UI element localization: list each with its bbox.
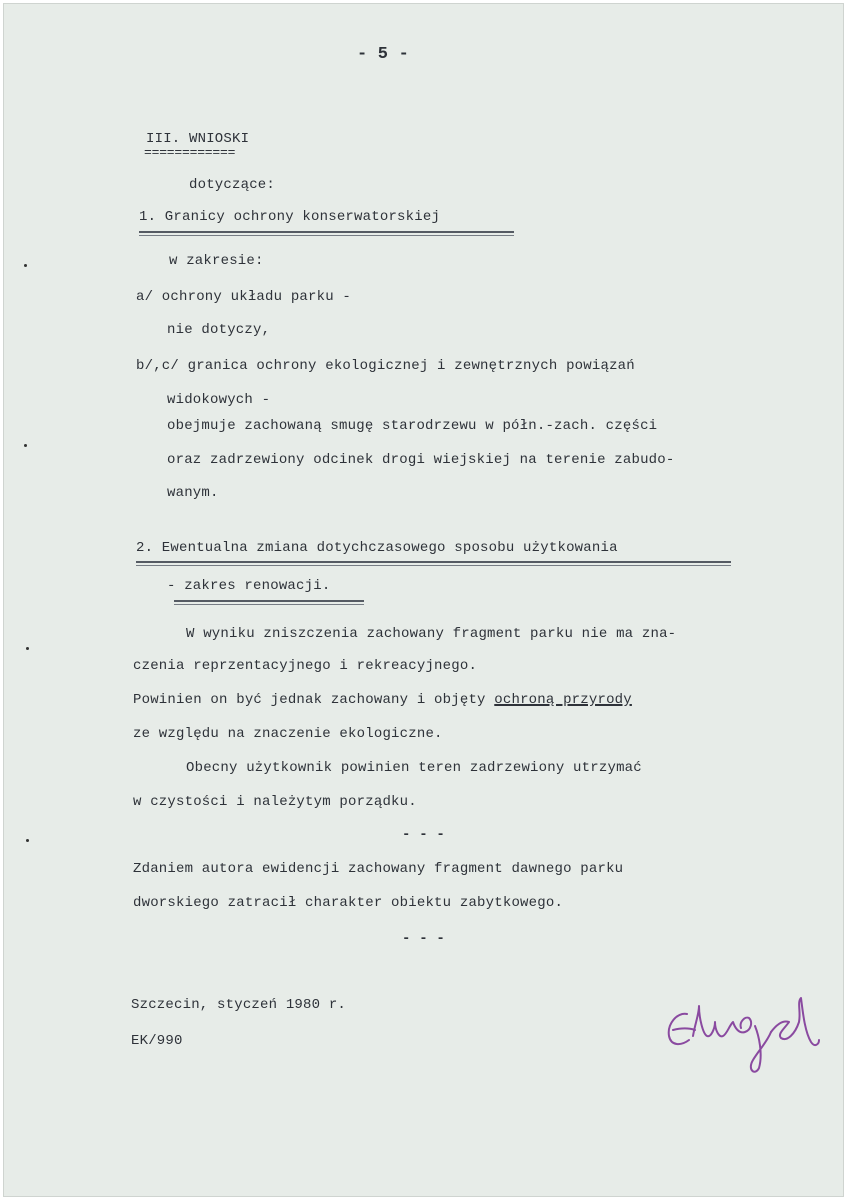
section-title: III. WNIOSKI <box>146 131 250 147</box>
item2-p2-line2: ze względu na znaczenie ekologiczne. <box>133 726 443 742</box>
item1-bc-line2: widokowych - <box>167 392 271 408</box>
page-number: - 5 - <box>357 45 410 64</box>
margin-dot-4 <box>26 839 29 842</box>
item2-heading-line2: - zakres renowacji. <box>167 578 331 594</box>
document-page <box>3 3 844 1197</box>
item2-p2-line1 <box>133 692 632 708</box>
title-underline: ============ <box>144 145 236 160</box>
item1-a-cont: nie dotyczy, <box>167 322 271 338</box>
margin-dot-3 <box>26 647 29 650</box>
item1-bc-line3: obejmuje zachowaną smugę starodrzewu w półn.-zach. części <box>167 418 658 434</box>
margin-dot-1 <box>24 264 27 267</box>
item2-p1-line1: W wyniku zniszczenia zachowany fragment parku nie ma zna- <box>186 626 677 642</box>
reference-number: EK/990 <box>131 1033 183 1049</box>
item1-bc-line4: oraz zadrzewiony odcinek drogi wiejskiej na terenie zabudo- <box>167 452 675 468</box>
item1-heading: 1. Granicy ochrony konserwatorskiej <box>139 209 441 225</box>
item1-a: a/ ochrony układu parku - <box>136 289 352 305</box>
place-date: Szczecin, styczeń 1980 r. <box>131 997 347 1013</box>
item2-heading-underline1 <box>136 561 731 566</box>
item1-scope: w zakresie: <box>169 253 264 269</box>
handwritten-signature <box>659 984 824 1079</box>
item2-p3-line2: w czystości i należytym porządku. <box>133 794 417 810</box>
item2-heading-underline2 <box>174 600 364 605</box>
item2-p1-line2: czenia reprzentacyjnego i rekreacyjnego. <box>133 658 478 674</box>
item2-p2-underlined: ochroną przyrody <box>494 692 632 708</box>
item2-p2-text: Powinien on być jednak zachowany i objęty <box>133 692 486 708</box>
conclusion-line1: Zdaniem autora ewidencji zachowany fragment dawnego parku <box>133 861 624 877</box>
margin-dot-2 <box>24 444 27 447</box>
item1-bc-line5: wanym. <box>167 485 219 501</box>
separator-1: - - - <box>402 827 446 843</box>
intro-text: dotyczące: <box>189 177 276 193</box>
item2-p3-line1: Obecny użytkownik powinien teren zadrzewiony utrzymać <box>186 760 642 776</box>
conclusion-line2: dworskiego zatracił charakter obiektu zabytkowego. <box>133 895 564 911</box>
separator-2: - - - <box>402 931 446 947</box>
item1-bc-line1: b/,c/ granica ochrony ekologicznej i zewnętrznych powiązań <box>136 358 635 374</box>
item1-heading-underline <box>139 231 514 236</box>
item2-heading-line1: 2. Ewentualna zmiana dotychczasowego sposobu użytkowania <box>136 540 618 556</box>
